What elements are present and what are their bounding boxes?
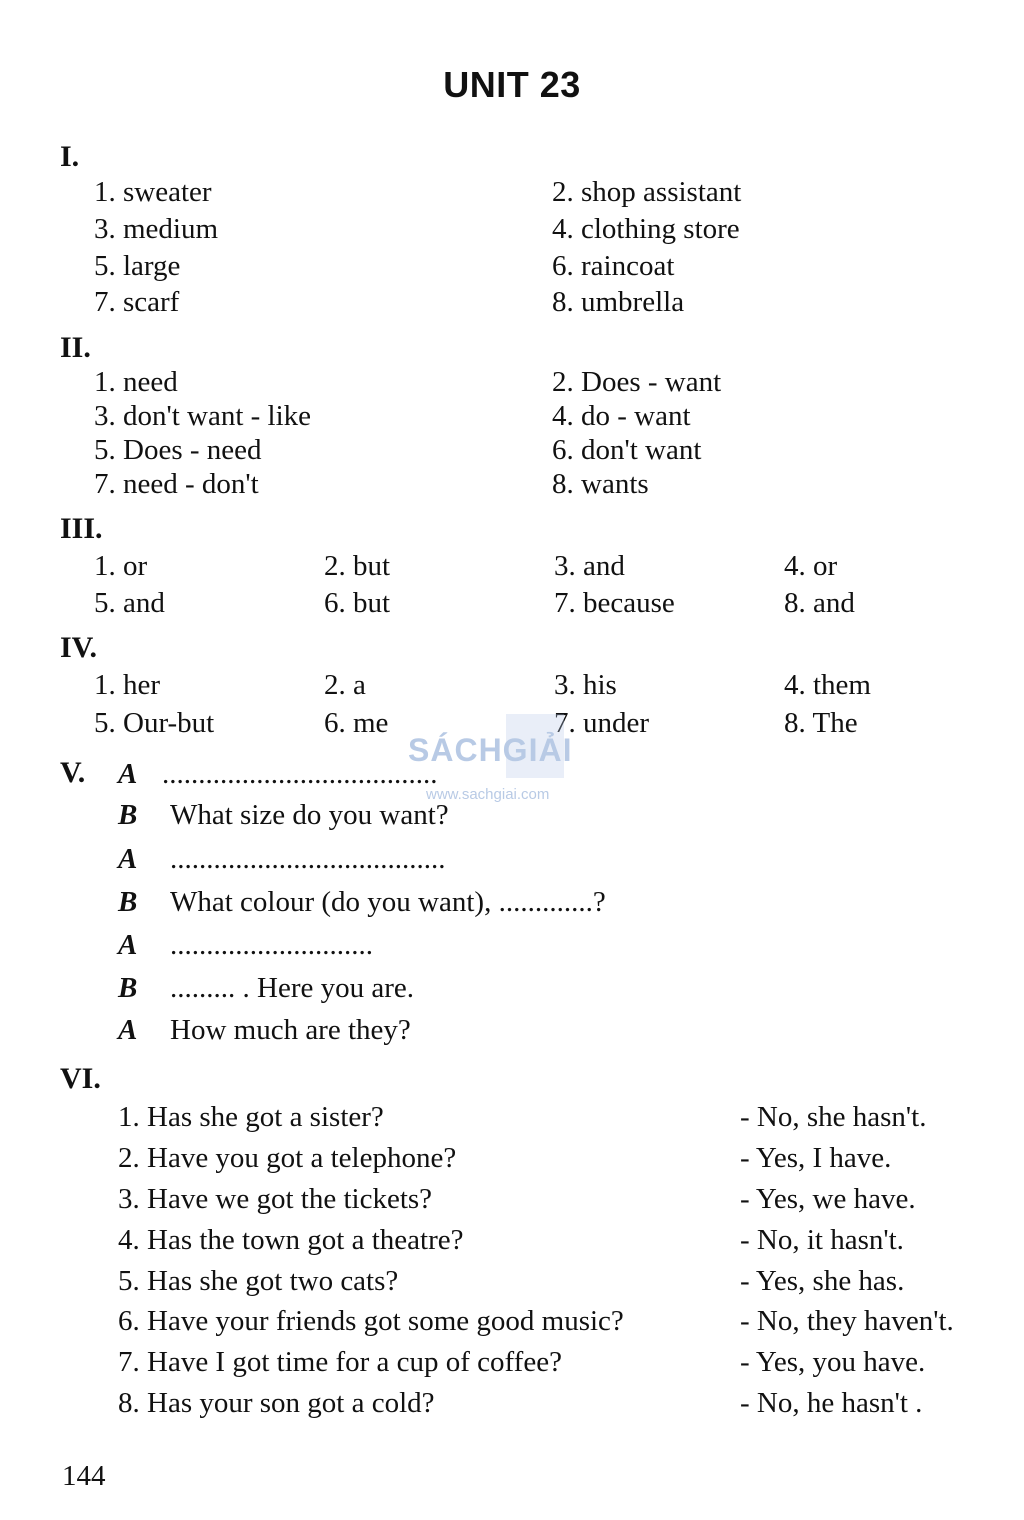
dialogue-line: What size do you want? — [170, 799, 449, 831]
s1-item-2: 2. shop assistant — [552, 176, 742, 208]
section-3-label: III. — [60, 512, 103, 545]
short-answer: - No, she hasn't. — [740, 1101, 927, 1133]
s2-item-8: 8. wants — [552, 468, 649, 500]
question: 4. Has the town got a theatre? — [118, 1224, 464, 1256]
s4-item-6: 6. me — [324, 707, 389, 739]
question: 7. Have I got time for a cup of coffee? — [118, 1346, 562, 1378]
s2-item-4: 4. do - want — [552, 400, 691, 432]
section-5-label: V. — [60, 756, 86, 789]
watermark-brand-text: SÁCHGIẢI — [408, 732, 573, 768]
s2-item-1: 1. need — [94, 366, 178, 398]
short-answer: - Yes, she has. — [740, 1265, 905, 1297]
short-answer: - No, they haven't. — [740, 1305, 954, 1337]
question: 8. Has your son got a cold? — [118, 1387, 435, 1419]
short-answer: - No, he hasn't . — [740, 1387, 923, 1419]
question: 3. Have we got the tickets? — [118, 1183, 433, 1215]
s3-item-1: 1. or — [94, 550, 148, 582]
short-answer: - Yes, I have. — [740, 1142, 892, 1174]
dialogue-speaker: A — [118, 843, 138, 875]
question: 2. Have you got a telephone? — [118, 1142, 457, 1174]
s3-item-6: 6. but — [324, 587, 391, 619]
dialogue-line: What colour (do you want), .............? — [170, 886, 606, 918]
s3-item-2: 2. but — [324, 550, 391, 582]
section-1-label: I. — [60, 140, 80, 173]
dialogue-speaker: A — [118, 758, 138, 790]
s3-item-8: 8. and — [784, 587, 855, 619]
s2-item-2: 2. Does - want — [552, 366, 722, 398]
s3-item-4: 4. or — [784, 550, 838, 582]
s4-item-4: 4. them — [784, 669, 871, 701]
short-answer: - No, it hasn't. — [740, 1224, 904, 1256]
s4-item-3: 3. his — [554, 669, 617, 701]
dialogue-speaker: B — [118, 972, 138, 1004]
page-number: 144 — [62, 1460, 106, 1492]
s2-item-5: 5. Does - need — [94, 434, 262, 466]
s3-item-3: 3. and — [554, 550, 625, 582]
s2-item-6: 6. don't want — [552, 434, 702, 466]
s1-item-6: 6. raincoat — [552, 250, 675, 282]
question: 5. Has she got two cats? — [118, 1265, 399, 1297]
section-2-label: II. — [60, 331, 91, 364]
s3-item-5: 5. and — [94, 587, 165, 619]
s3-item-7: 7. because — [554, 587, 675, 619]
dialogue-line: How much are they? — [170, 1014, 411, 1046]
dialogue-line: ............................ — [170, 929, 373, 961]
short-answer: - Yes, you have. — [740, 1346, 926, 1378]
dialogue-speaker: B — [118, 886, 138, 918]
s2-item-3: 3. don't want - like — [94, 400, 312, 432]
s4-item-1: 1. her — [94, 669, 161, 701]
section-6-label: VI. — [60, 1062, 101, 1095]
s1-item-1: 1. sweater — [94, 176, 212, 208]
dialogue-line: ...................................... — [170, 843, 446, 875]
s1-item-8: 8. umbrella — [552, 286, 685, 318]
section-4-label: IV. — [60, 631, 97, 664]
s4-item-5: 5. Our-but — [94, 707, 215, 739]
s4-item-2: 2. a — [324, 669, 366, 701]
watermark-url-text: www.sachgiai.com — [426, 786, 550, 803]
dialogue-line: ......... . Here you are. — [170, 972, 414, 1004]
s2-item-7: 7. need - don't — [94, 468, 259, 500]
s4-item-8: 8. The — [784, 707, 858, 739]
s1-item-4: 4. clothing store — [552, 213, 740, 245]
short-answer: - Yes, we have. — [740, 1183, 916, 1215]
dialogue-speaker: B — [118, 799, 138, 831]
s1-item-7: 7. scarf — [94, 286, 180, 318]
s1-item-3: 3. medium — [94, 213, 219, 245]
page-title: UNIT 23 — [443, 64, 581, 105]
s1-item-5: 5. large — [94, 250, 181, 282]
question: 1. Has she got a sister? — [118, 1101, 384, 1133]
dialogue-line: ...................................... — [162, 758, 438, 790]
dialogue-speaker: A — [118, 929, 138, 961]
dialogue-speaker: A — [118, 1014, 138, 1046]
s4-item-7: 7. under — [554, 707, 650, 739]
question: 6. Have your friends got some good music? — [118, 1305, 624, 1337]
